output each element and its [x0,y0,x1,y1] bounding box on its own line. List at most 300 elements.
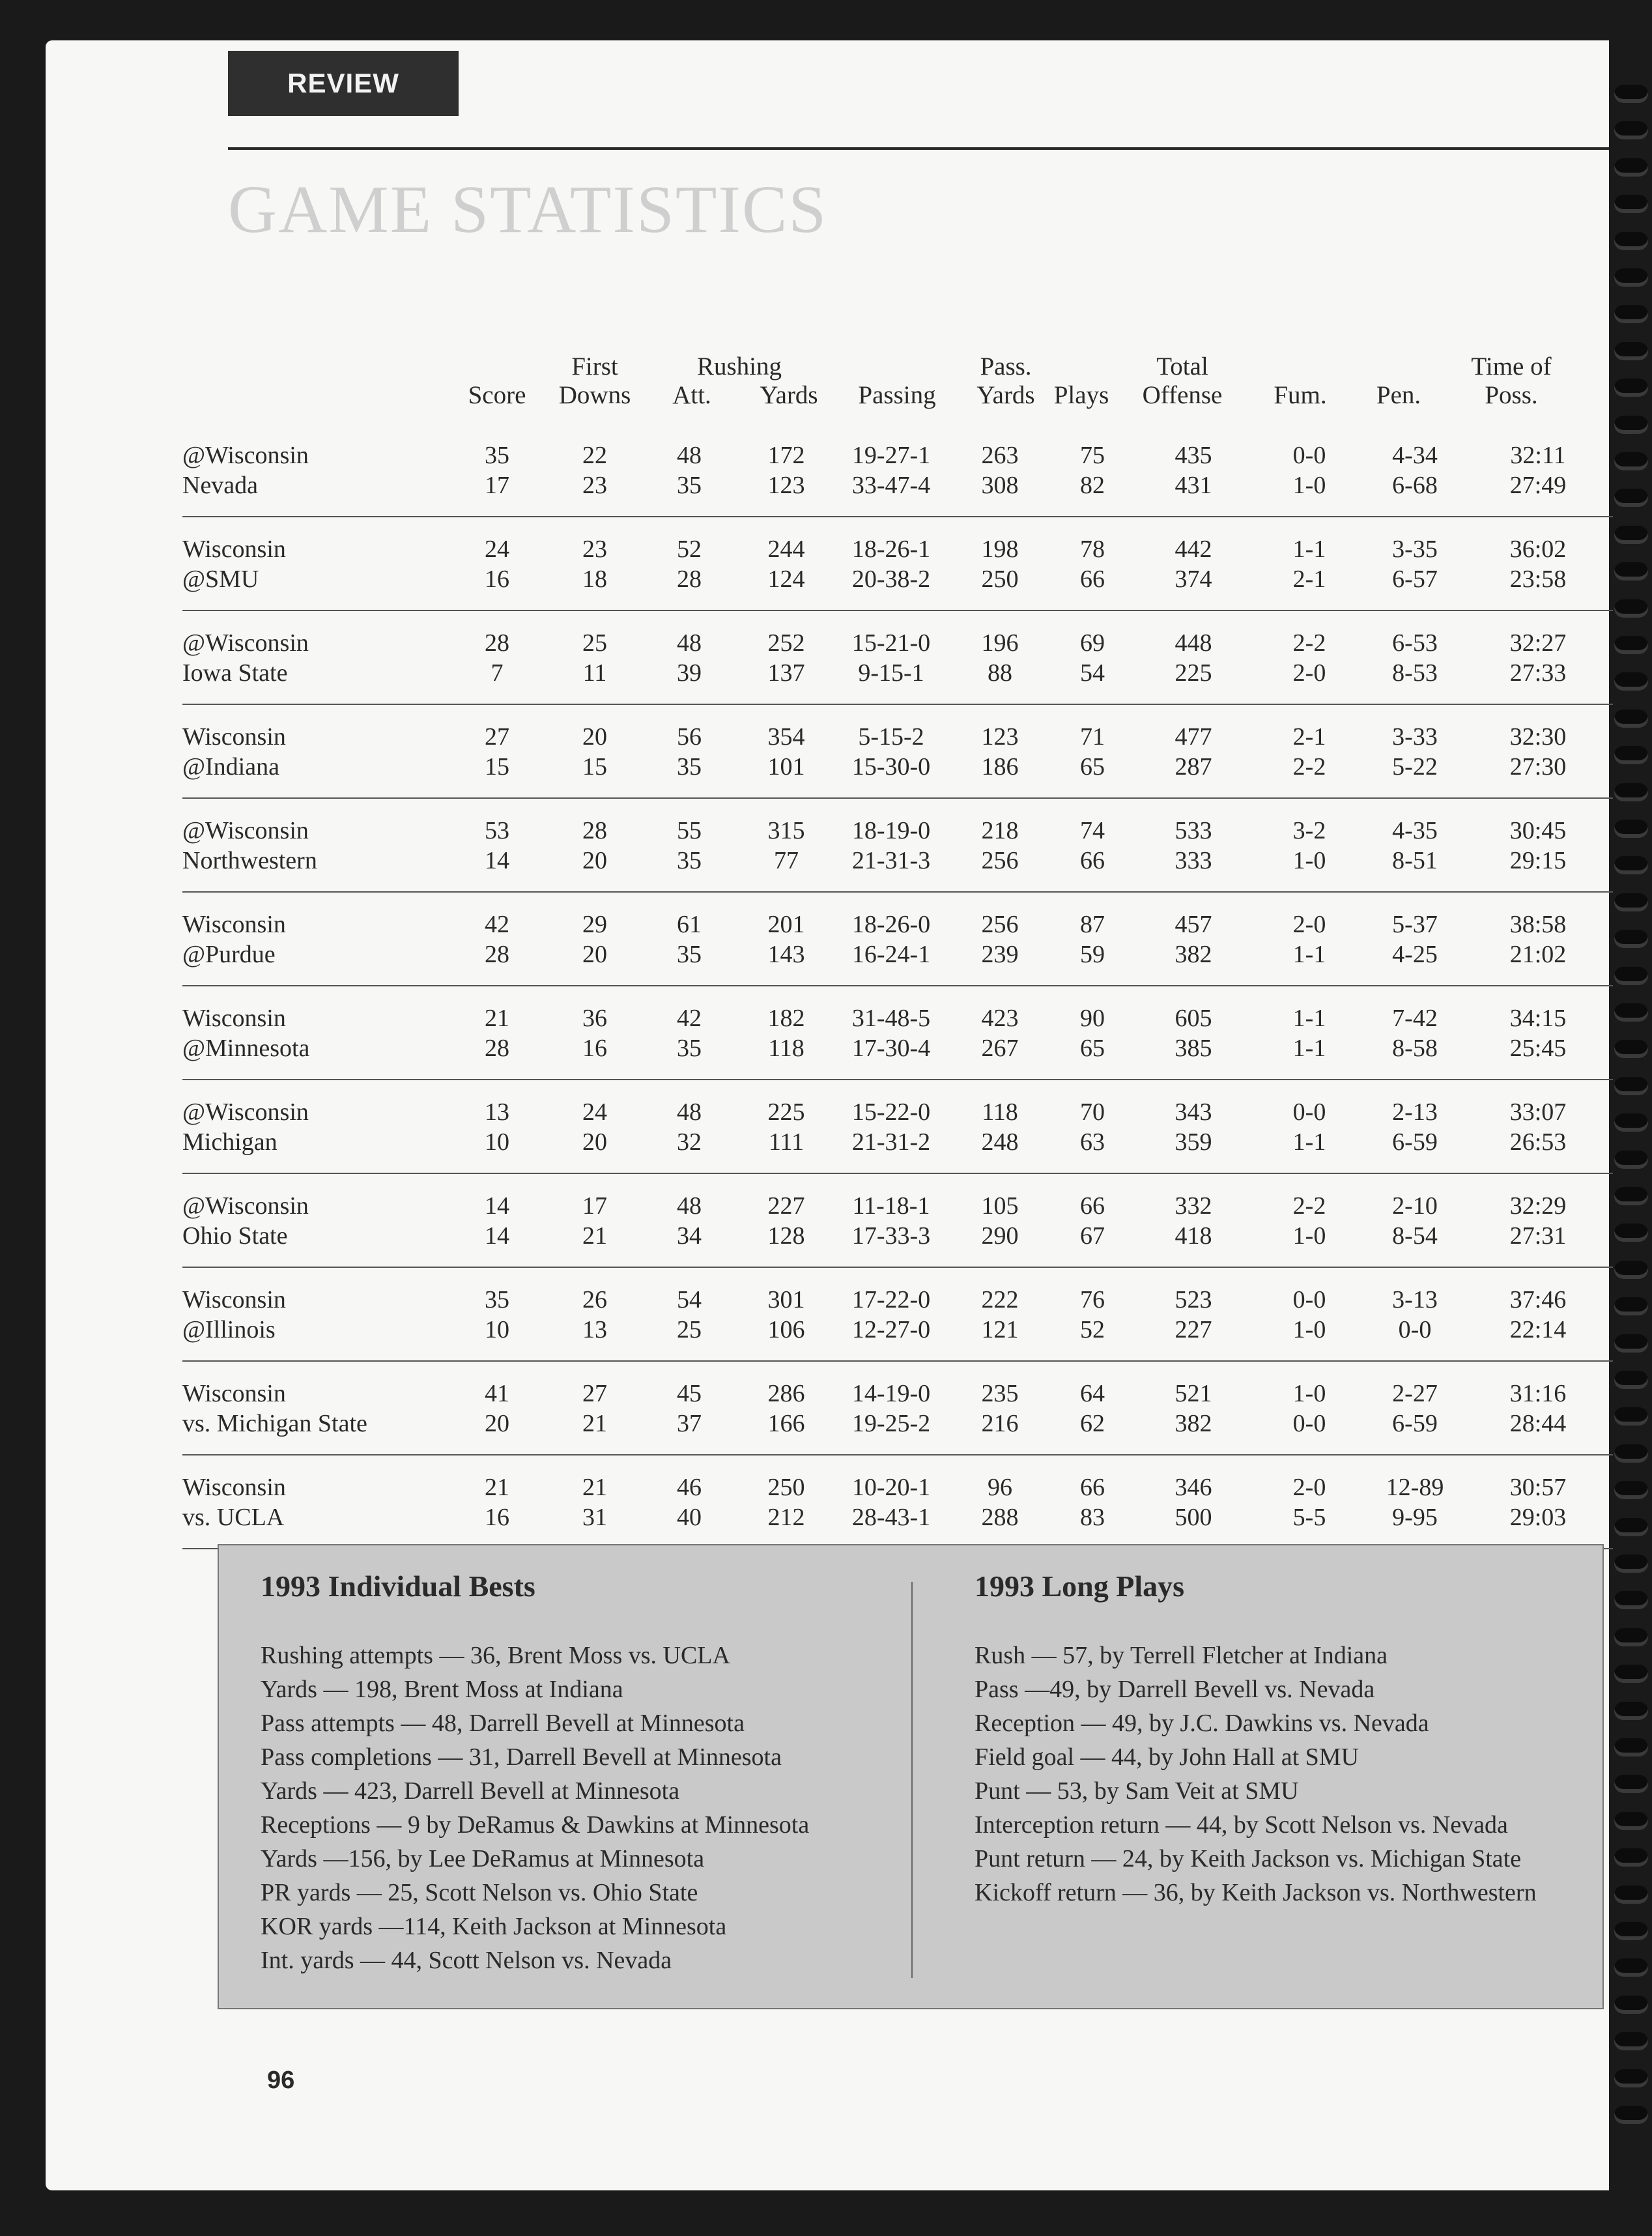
rush-att: 34 [677,1222,702,1250]
pass-yards: 196 [981,629,1019,657]
binding-coil [1614,1407,1648,1426]
header-total-top: Total [1156,352,1208,380]
penalties: 4-25 [1392,941,1438,968]
table-row [182,517,1613,564]
fumbles: 3-2 [1292,817,1326,844]
rush-att: 48 [677,629,702,657]
pass-yards: 239 [981,941,1019,968]
passing: 18-19-0 [851,817,931,844]
total-offense: 435 [1175,442,1212,469]
binding-coil [1614,305,1648,323]
score: 14 [485,1222,509,1250]
first-downs: 21 [582,1474,607,1501]
first-downs: 23 [582,472,607,499]
time-of-possession: 29:15 [1509,847,1567,874]
rush-yards: 101 [767,753,805,781]
binding-coil [1614,856,1648,874]
rush-yards: 244 [767,536,805,563]
first-downs: 17 [582,1192,607,1220]
team-name: @Indiana [182,753,279,781]
total-offense: 500 [1175,1504,1212,1531]
total-offense: 448 [1175,629,1212,657]
binding-coil [1614,1996,1648,2014]
rush-yards: 123 [767,472,805,499]
total-offense: 457 [1175,911,1212,938]
time-of-possession: 31:16 [1509,1380,1567,1407]
binding-coil [1614,1628,1648,1646]
binding-coil [1614,599,1648,618]
game-group [182,986,1613,1080]
table-row [182,798,1613,846]
table-row [182,423,1613,470]
game-group [182,892,1613,986]
total-offense: 442 [1175,536,1212,563]
game-group [182,517,1613,610]
rush-yards: 354 [767,723,805,751]
plays: 76 [1080,1286,1105,1313]
pass-yards: 216 [981,1410,1019,1437]
fumbles: 0-0 [1292,1410,1326,1437]
binding-coil [1614,1958,1648,1977]
fumbles: 0-0 [1292,442,1326,469]
score: 16 [485,566,509,593]
binding-coil [1614,1444,1648,1463]
pass-yards: 222 [981,1286,1019,1313]
penalties: 5-22 [1392,753,1438,781]
plays: 87 [1080,911,1105,938]
binding-coil [1614,195,1648,213]
binding-coil [1614,452,1648,470]
team-name: Iowa State [182,659,288,687]
plays: 82 [1080,472,1105,499]
first-downs: 21 [582,1222,607,1250]
penalties: 3-35 [1392,536,1438,563]
binding-coil [1614,1040,1648,1058]
long-play-item: Punt return — 24, by Keith Jackson vs. Michigan State [975,1845,1522,1872]
time-of-possession: 32:27 [1509,629,1567,657]
rush-att: 37 [677,1410,702,1437]
total-offense: 477 [1175,723,1212,751]
table-row [182,986,1613,1033]
binding-coil [1614,893,1648,911]
table-row [182,1221,1613,1267]
team-name: Michigan [182,1128,278,1156]
long-play-item: Rush — 57, by Terrell Fletcher at Indiana [975,1642,1388,1669]
game-group [182,704,1613,798]
game-group [182,1361,1613,1455]
plays: 67 [1080,1222,1105,1250]
team-name: vs. Michigan State [182,1410,367,1437]
total-offense: 332 [1175,1192,1212,1220]
long-play-item: Pass —49, by Darrell Bevell vs. Nevada [975,1676,1375,1703]
header-rushing-yards: Yards [760,381,818,409]
binding-coil [1614,489,1648,507]
passing: 20-38-2 [851,566,931,593]
rush-yards: 212 [767,1504,805,1531]
rush-att: 52 [677,536,702,563]
score: 35 [485,442,509,469]
penalties: 2-10 [1392,1192,1438,1220]
individual-best-item: Pass completions — 31, Darrell Bevell at Minnesota [261,1743,782,1771]
penalties: 0-0 [1398,1316,1432,1343]
binding-coil [1614,1812,1648,1830]
passing: 15-22-0 [851,1098,931,1126]
binding-coil [1614,562,1648,580]
rush-yards: 227 [767,1192,805,1220]
penalties: 5-37 [1392,911,1438,938]
pass-yards: 248 [981,1128,1019,1156]
table-row [182,1173,1613,1221]
header-plays: Plays [1053,381,1109,409]
binding-coil [1614,1334,1648,1353]
plays: 70 [1080,1098,1105,1126]
binding-coil [1614,232,1648,250]
plays: 78 [1080,536,1105,563]
table-row [182,939,1613,986]
rush-att: 32 [677,1128,702,1156]
plays: 66 [1080,1192,1105,1220]
pass-yards: 290 [981,1222,1019,1250]
rush-att: 35 [677,1035,702,1062]
game-group [182,1455,1613,1549]
score: 7 [491,659,504,687]
score: 21 [485,1005,509,1032]
rush-att: 40 [677,1504,702,1531]
plays: 69 [1080,629,1105,657]
fumbles: 2-0 [1292,911,1326,938]
header-pass-yards-bottom: Yards [976,381,1035,409]
time-of-possession: 23:58 [1509,566,1567,593]
fumbles: 1-1 [1292,1128,1326,1156]
passing: 12-27-0 [851,1316,931,1343]
rush-yards: 252 [767,629,805,657]
binding-coil [1614,526,1648,544]
passing: 31-48-5 [851,1005,931,1032]
rush-yards: 201 [767,911,805,938]
fumbles: 2-1 [1292,566,1326,593]
individual-best-item: Int. yards — 44, Scott Nelson vs. Nevada [261,1947,672,1974]
penalties: 2-13 [1392,1098,1438,1126]
penalties: 9-95 [1392,1504,1438,1531]
page-number: 96 [267,2067,295,2094]
penalties: 12-89 [1386,1474,1444,1501]
pass-yards: 423 [981,1005,1019,1032]
first-downs: 20 [582,941,607,968]
rush-att: 54 [677,1286,702,1313]
binding-coil [1614,1297,1648,1315]
rush-yards: 111 [768,1128,805,1156]
fumbles: 1-1 [1292,941,1326,968]
first-downs: 15 [582,753,607,781]
first-downs: 28 [582,817,607,844]
plays: 54 [1080,659,1105,687]
passing: 33-47-4 [851,472,931,499]
game-group [182,610,1613,704]
rush-yards: 137 [767,659,805,687]
total-offense: 346 [1175,1474,1212,1501]
fumbles: 2-1 [1292,723,1326,751]
binding-coil [1614,379,1648,397]
long-play-item: Kickoff return — 36, by Keith Jackson vs. Northwestern [975,1879,1537,1906]
binding-coil [1614,342,1648,360]
table-row [182,846,1613,892]
binding-coil [1614,820,1648,838]
first-downs: 25 [582,629,607,657]
time-of-possession: 25:45 [1509,1035,1567,1062]
time-of-possession: 34:15 [1509,1005,1567,1032]
table-row [182,1455,1613,1502]
fumbles: 2-0 [1292,1474,1326,1501]
individual-best-item: Receptions — 9 by DeRamus & Dawkins at Minnesota [261,1811,810,1839]
team-name: @Purdue [182,941,276,968]
score: 28 [485,1035,509,1062]
individual-best-item: Yards —156, by Lee DeRamus at Minnesota [261,1845,705,1872]
pass-yards: 198 [981,536,1019,563]
score: 14 [485,1192,509,1220]
header-pass-yards-top: Pass. [980,352,1032,380]
score: 24 [485,536,509,563]
fumbles: 1-1 [1292,1005,1326,1032]
passing: 28-43-1 [851,1504,931,1531]
first-downs: 31 [582,1504,607,1531]
score: 28 [485,941,509,968]
binding-coil [1614,1113,1648,1132]
binding-coil [1614,1665,1648,1683]
binding-coil [1614,1885,1648,1904]
individual-best-item: PR yards — 25, Scott Nelson vs. Ohio State [261,1879,698,1906]
table-row [182,1127,1613,1173]
time-of-possession: 37:46 [1509,1286,1567,1313]
rush-att: 48 [677,1098,702,1126]
penalties: 4-34 [1392,442,1438,469]
team-name: @Wisconsin [182,1192,309,1220]
fumbles: 1-0 [1292,847,1326,874]
binding-coil [1614,268,1648,287]
penalties: 8-51 [1392,847,1438,874]
passing: 17-22-0 [851,1286,931,1313]
page-title: GAME STATISTICS [228,172,828,247]
time-of-possession: 38:58 [1509,911,1567,938]
game-group [182,423,1613,517]
passing: 17-33-3 [851,1222,931,1250]
time-of-possession: 26:53 [1509,1128,1567,1156]
rush-yards: 166 [767,1410,805,1437]
time-of-possession: 29:03 [1509,1504,1567,1531]
score: 53 [485,817,509,844]
binding-coil [1614,2106,1648,2124]
individual-best-item: Yards — 198, Brent Moss at Indiana [261,1676,623,1703]
rush-att: 56 [677,723,702,751]
passing: 15-30-0 [851,753,931,781]
passing: 9-15-1 [858,659,924,687]
total-offense: 287 [1175,753,1212,781]
passing: 5-15-2 [858,723,924,751]
game-group [182,798,1613,892]
score: 35 [485,1286,509,1313]
passing: 10-20-1 [851,1474,931,1501]
fumbles: 0-0 [1292,1286,1326,1313]
table-row [182,1361,1613,1409]
spiral-binding [1614,85,1652,2157]
long-play-item: Reception — 49, by J.C. Dawkins vs. Nevada [975,1710,1429,1737]
binding-coil [1614,1848,1648,1867]
fumbles: 2-2 [1292,629,1326,657]
total-offense: 359 [1175,1128,1212,1156]
rush-att: 35 [677,941,702,968]
first-downs: 22 [582,442,607,469]
time-of-possession: 27:31 [1509,1222,1567,1250]
score: 41 [485,1380,509,1407]
team-name: @Wisconsin [182,817,309,844]
team-name: Northwestern [182,847,317,874]
rush-yards: 172 [767,442,805,469]
team-name: Ohio State [182,1222,288,1250]
rush-yards: 182 [767,1005,805,1032]
header-time-top: Time of [1471,352,1552,380]
score: 42 [485,911,509,938]
team-name: @Wisconsin [182,442,309,469]
plays: 59 [1080,941,1105,968]
fumbles: 1-0 [1292,472,1326,499]
rush-att: 45 [677,1380,702,1407]
pass-yards: 250 [981,566,1019,593]
pass-yards: 235 [981,1380,1019,1407]
passing: 15-21-0 [851,629,931,657]
time-of-possession: 36:02 [1509,536,1567,563]
binding-coil [1614,2032,1648,2050]
plays: 63 [1080,1128,1105,1156]
score: 15 [485,753,509,781]
time-of-possession: 30:57 [1509,1474,1567,1501]
time-of-possession: 27:49 [1509,472,1567,499]
pass-yards: 256 [981,847,1019,874]
rush-att: 48 [677,442,702,469]
pass-yards: 256 [981,911,1019,938]
time-of-possession: 33:07 [1509,1098,1567,1126]
penalties: 6-68 [1392,472,1438,499]
time-of-possession: 32:30 [1509,723,1567,751]
pass-yards: 88 [988,659,1012,687]
total-offense: 431 [1175,472,1212,499]
header-total-bottom: Offense [1142,381,1223,409]
rush-yards: 250 [767,1474,805,1501]
first-downs: 20 [582,723,607,751]
long-play-item: Field goal — 44, by John Hall at SMU [975,1743,1360,1771]
binding-coil [1614,746,1648,764]
table-row [182,752,1613,798]
section-tab: REVIEW [228,51,459,116]
passing: 14-19-0 [851,1380,931,1407]
binding-coil [1614,672,1648,691]
team-name: @Wisconsin [182,1098,309,1126]
rush-yards: 124 [767,566,805,593]
binding-coil [1614,1151,1648,1169]
first-downs: 16 [582,1035,607,1062]
binding-coil [1614,1591,1648,1609]
time-of-possession: 22:14 [1509,1316,1567,1343]
first-downs: 36 [582,1005,607,1032]
plays: 64 [1080,1380,1105,1407]
team-name: Wisconsin [182,1380,286,1407]
total-offense: 343 [1175,1098,1212,1126]
pass-yards: 105 [981,1192,1019,1220]
binding-coil [1614,85,1648,103]
pass-yards: 96 [988,1474,1012,1501]
rush-att: 55 [677,817,702,844]
team-name: Wisconsin [182,1005,286,1032]
binding-coil [1614,930,1648,948]
team-name: @Minnesota [182,1035,310,1062]
first-downs: 26 [582,1286,607,1313]
highlights-box [218,1544,1604,2009]
game-group [182,1267,1613,1361]
header-score: Score [468,381,526,409]
plays: 66 [1080,847,1105,874]
table-row [182,658,1613,704]
first-downs: 20 [582,847,607,874]
pass-yards: 121 [981,1316,1019,1343]
table-row [182,1267,1613,1315]
penalties: 6-57 [1392,566,1438,593]
team-name: Wisconsin [182,536,286,563]
plays: 83 [1080,1504,1105,1531]
rush-att: 35 [677,847,702,874]
passing: 18-26-0 [851,911,931,938]
pass-yards: 308 [981,472,1019,499]
binding-coil [1614,1003,1648,1022]
header-time-bottom: Poss. [1485,381,1538,409]
passing: 21-31-3 [851,847,931,874]
passing: 21-31-2 [851,1128,931,1156]
first-downs: 27 [582,1380,607,1407]
plays: 65 [1080,753,1105,781]
rush-att: 46 [677,1474,702,1501]
fumbles: 1-0 [1292,1316,1326,1343]
rush-att: 39 [677,659,702,687]
table-row [182,610,1613,658]
fumbles: 2-2 [1292,1192,1326,1220]
rush-yards: 315 [767,817,805,844]
first-downs: 20 [582,1128,607,1156]
binding-coil [1614,1775,1648,1793]
penalties: 6-59 [1392,1128,1438,1156]
first-downs: 23 [582,536,607,563]
table-row [182,1033,1613,1080]
first-downs: 29 [582,911,607,938]
fumbles: 2-0 [1292,659,1326,687]
table-row [182,892,1613,939]
score: 28 [485,629,509,657]
rush-yards: 106 [767,1316,805,1343]
team-name: vs. UCLA [182,1504,285,1531]
first-downs: 24 [582,1098,607,1126]
binding-coil [1614,121,1648,139]
box-divider [911,1582,913,1978]
plays: 65 [1080,1035,1105,1062]
score: 27 [485,723,509,751]
first-downs: 11 [582,659,607,687]
binding-coil [1614,710,1648,728]
passing: 11-18-1 [852,1192,930,1220]
plays: 52 [1080,1316,1105,1343]
game-stats-table [182,423,1613,1549]
binding-coil [1614,1371,1648,1389]
binding-coil [1614,1518,1648,1536]
total-offense: 225 [1175,659,1212,687]
total-offense: 523 [1175,1286,1212,1313]
fumbles: 5-5 [1292,1504,1326,1531]
table-row [182,470,1613,517]
